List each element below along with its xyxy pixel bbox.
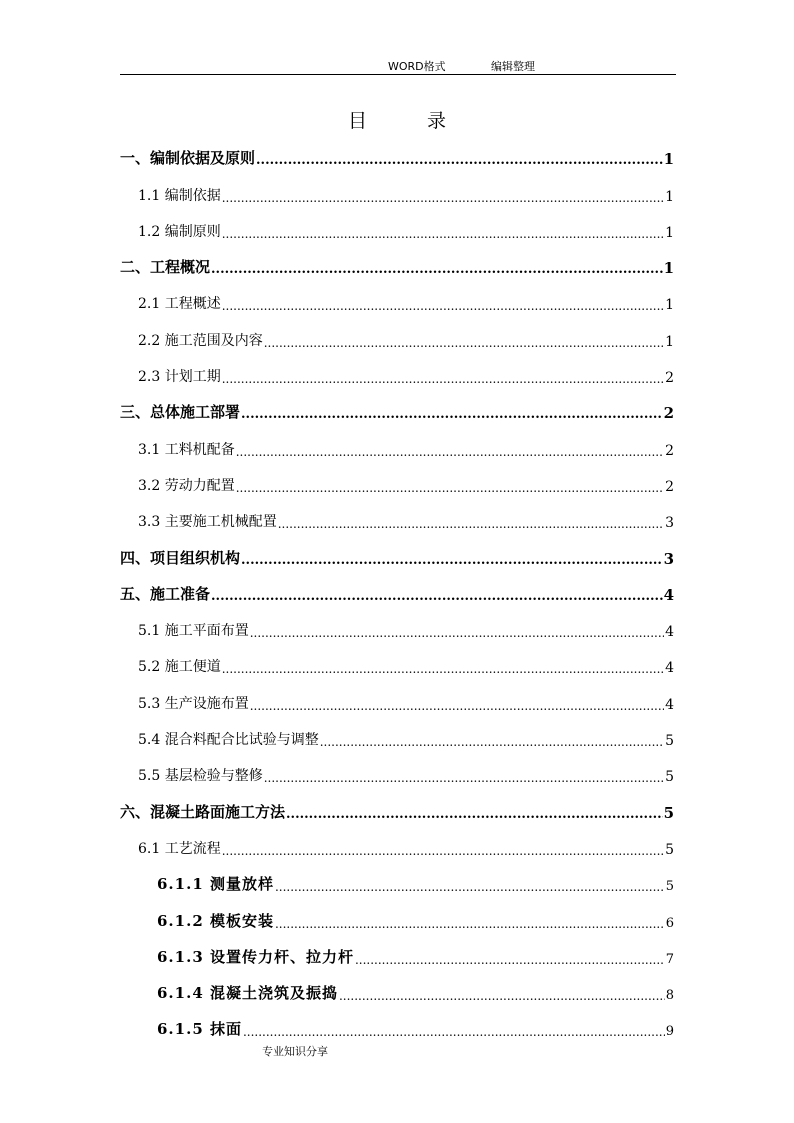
- toc-entry-label: 五、施工准备: [120, 584, 211, 603]
- toc-entry-label: 5.5 基层检验与整修: [138, 768, 263, 785]
- toc-entry-page: 9: [665, 1024, 674, 1040]
- toc-leader-dots: [243, 1025, 665, 1039]
- toc-leader-dots: [222, 844, 664, 858]
- toc-entry[interactable]: [120, 757, 674, 793]
- toc-entry-label: 3.3 主要施工机械配置: [138, 514, 277, 531]
- toc-title: [0, 106, 794, 133]
- table-of-contents: [120, 140, 674, 1047]
- toc-leader-dots: [241, 407, 663, 422]
- toc-entry-label: 一、编制依据及原则: [120, 149, 256, 168]
- toc-entry-page: 1: [665, 333, 674, 350]
- toc-entry[interactable]: [120, 612, 674, 648]
- toc-leader-dots: [320, 735, 664, 749]
- toc-entry-page: 2: [665, 370, 674, 387]
- toc-entry[interactable]: [120, 648, 674, 684]
- toc-entry-page: 2: [665, 478, 674, 495]
- toc-entry[interactable]: [120, 503, 674, 539]
- toc-entry[interactable]: [120, 866, 674, 902]
- toc-leader-dots: [256, 153, 663, 168]
- header-format-label: WORD格式: [388, 60, 446, 73]
- toc-entry-label: 1.2 编制原则: [138, 223, 221, 240]
- toc-entry-label: 5.1 施工平面布置: [138, 623, 249, 640]
- toc-title-right: 录: [427, 110, 447, 132]
- toc-entry[interactable]: [120, 576, 674, 612]
- toc-entry-label: 六、混凝土路面施工方法: [120, 802, 286, 821]
- toc-entry-page: 3: [665, 515, 674, 532]
- toc-entry-label: 2.3 计划工期: [138, 369, 221, 386]
- toc-leader-dots: [264, 771, 664, 785]
- toc-entry-page: 8: [665, 988, 674, 1004]
- toc-entry-page: 6: [665, 915, 674, 931]
- toc-entry-label: 四、项目组织机构: [120, 548, 241, 567]
- toc-entry[interactable]: [120, 721, 674, 757]
- toc-entry[interactable]: [120, 321, 674, 357]
- toc-entry-label: 6.1.3 设置传力杆、拉力杆: [157, 947, 354, 966]
- toc-entry-page: 5: [665, 733, 674, 750]
- toc-entry[interactable]: [120, 793, 674, 829]
- toc-entry[interactable]: [120, 539, 674, 575]
- toc-entry-label: 5.3 生产设施布置: [138, 695, 249, 712]
- toc-leader-dots: [250, 626, 664, 640]
- toc-leader-dots: [286, 807, 663, 822]
- toc-entry-page: 2: [663, 404, 674, 423]
- toc-entry[interactable]: [120, 176, 674, 212]
- toc-entry[interactable]: [120, 1011, 674, 1047]
- toc-leader-dots: [222, 372, 664, 386]
- page-header: [120, 58, 676, 75]
- toc-leader-dots: [211, 589, 663, 604]
- toc-entry[interactable]: [120, 684, 674, 720]
- toc-leader-dots: [275, 917, 665, 931]
- toc-entry-label: 2.2 施工范围及内容: [138, 332, 263, 349]
- toc-entry-label: 三、总体施工部署: [120, 403, 241, 422]
- toc-entry[interactable]: [120, 975, 674, 1011]
- toc-entry-label: 3.2 劳动力配置: [138, 477, 235, 494]
- toc-entry-page: 5: [663, 803, 674, 822]
- toc-leader-dots: [264, 336, 664, 350]
- toc-entry-page: 1: [663, 150, 674, 169]
- toc-leader-dots: [222, 662, 664, 676]
- toc-entry-page: 1: [665, 188, 674, 205]
- toc-entry-page: 5: [665, 769, 674, 786]
- toc-entry-page: 1: [663, 259, 674, 278]
- toc-entry[interactable]: [120, 902, 674, 938]
- header-edit-label: 编辑整理: [491, 60, 535, 73]
- toc-entry[interactable]: [120, 249, 674, 285]
- toc-entry[interactable]: [120, 467, 674, 503]
- page-footer: 专业知识分享: [262, 1045, 328, 1058]
- toc-entry-label: 1.1 编制依据: [138, 187, 221, 204]
- toc-entry-label: 2.1 工程概述: [138, 296, 221, 313]
- toc-entry[interactable]: [120, 213, 674, 249]
- toc-leader-dots: [250, 699, 664, 713]
- toc-entry[interactable]: [120, 394, 674, 430]
- toc-entry[interactable]: [120, 830, 674, 866]
- toc-entry-page: 4: [665, 624, 674, 641]
- toc-title-left: 目: [347, 110, 367, 132]
- toc-leader-dots: [278, 517, 664, 531]
- toc-leader-dots: [355, 953, 665, 967]
- toc-entry-label: 5.2 施工便道: [138, 659, 221, 676]
- toc-leader-dots: [222, 227, 664, 241]
- toc-entry-page: 4: [665, 660, 674, 677]
- toc-leader-dots: [236, 445, 664, 459]
- toc-leader-dots: [222, 299, 664, 313]
- toc-entry-page: 5: [665, 841, 674, 858]
- toc-entry-page: 1: [665, 224, 674, 241]
- toc-leader-dots: [236, 481, 664, 495]
- toc-entry[interactable]: [120, 358, 674, 394]
- toc-entry-label: 6.1.1 测量放样: [157, 875, 274, 894]
- toc-entry-label: 6.1.4 混凝土浇筑及振捣: [157, 984, 338, 1003]
- toc-entry-label: 6.1.2 模板安装: [157, 911, 274, 930]
- toc-entry-label: 二、工程概况: [120, 258, 211, 277]
- toc-entry-label: 6.1 工艺流程: [138, 840, 221, 857]
- toc-entry-page: 7: [665, 951, 674, 967]
- toc-entry-label: 3.1 工料机配备: [138, 441, 235, 458]
- toc-leader-dots: [241, 553, 663, 568]
- toc-entry[interactable]: [120, 939, 674, 975]
- toc-entry-page: 4: [665, 696, 674, 713]
- toc-leader-dots: [275, 880, 665, 894]
- toc-entry[interactable]: [120, 285, 674, 321]
- toc-entry-page: 3: [663, 549, 674, 568]
- toc-entry[interactable]: [120, 140, 674, 176]
- toc-leader-dots: [339, 989, 665, 1003]
- toc-entry[interactable]: [120, 430, 674, 466]
- toc-entry-page: 1: [665, 297, 674, 314]
- toc-entry-label: 6.1.5 抹面: [157, 1020, 242, 1039]
- toc-entry-page: 2: [665, 442, 674, 459]
- toc-leader-dots: [211, 262, 663, 277]
- toc-entry-page: 5: [665, 879, 674, 895]
- toc-entry-page: 4: [663, 585, 674, 604]
- toc-entry-label: 5.4 混合料配合比试验与调整: [138, 732, 319, 749]
- toc-leader-dots: [222, 191, 664, 205]
